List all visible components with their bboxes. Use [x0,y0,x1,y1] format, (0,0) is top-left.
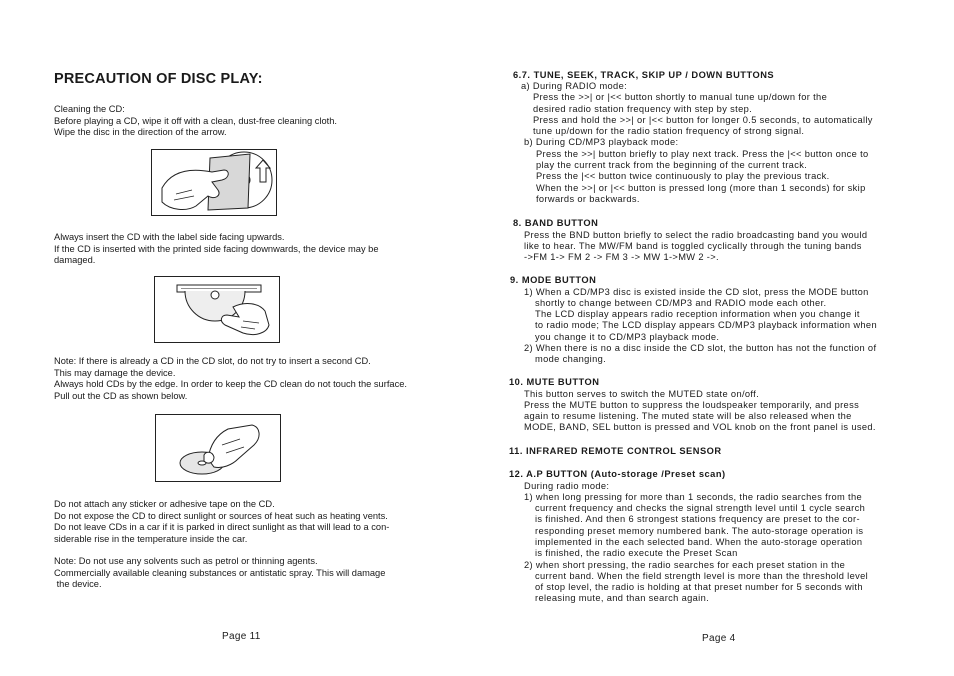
text-line: Do not leave CDs in a car if it is parked in direct sunlight as that will lead to a con- [54,522,390,532]
text-line: Press the BND button briefly to select the radio broadcasting band you would [524,229,868,240]
hold-disc-illustration [155,414,281,482]
text-line: again to resume listening. The muted state will be also released when the [524,411,852,422]
page-title: PRECAUTION OF DISC PLAY: [54,71,263,87]
warning-paragraph [54,499,389,545]
page-number-left: Page 11 [222,631,261,642]
text-line: Note: If there is already a CD in the CD slot, do not try to insert a second CD. [54,356,371,366]
text-line: ->FM 1-> FM 2 -> FM 3 -> MW 1->MW 2 ->. [524,252,719,263]
text-line: like to hear. The MW/FM band is toggled cyclically through the tuning bands [524,240,862,251]
text-line: Press and hold the >>| or |<< button for longer 0.5 seconds, to automatically [533,114,873,125]
sub-label: b) During CD/MP3 playback mode: [524,137,679,148]
text-line: siderable rise in the temperature inside the car. [54,533,248,544]
section-8 [513,218,867,263]
text-line: of stop level, the radio is holding at that preset number for 5 seconds with [535,582,863,593]
text-line: the device. [54,579,102,589]
page-number-right: Page 4 [702,633,736,644]
section-heading: 9. MODE BUTTON [510,275,597,285]
text-line: Cleaning the CD: [54,104,125,114]
text-line: current frequency and checks the signal strength level until 1 cycle search [535,503,866,514]
section-10 [509,377,876,434]
text-line: Before playing a CD, wipe it off with a clean, dust-free cleaning cloth. [54,115,338,126]
text-line: implemented in the each selected band. When the auto-storage operation [535,536,863,547]
insert-paragraph [54,232,379,267]
text-line: responding preset memory numbered bank. The auto-storage operation is [535,525,864,536]
text-line: is finished. And then 6 strongest stations frequency are preset to the cor- [535,514,860,525]
text-line: MODE, BAND, SEL button is pressed and VOL knob on the front panel is used. [524,422,876,433]
text-line: forwards or backwards. [536,193,640,204]
text-line: If the CD is inserted with the printed side facing downwards, the device may be [54,243,379,254]
text-line: Press the >>| or |<< button shortly to manual tune up/down for the [533,92,828,103]
text-line: When the >>| or |<< button is pressed long (more than 1 seconds) for skip [536,182,866,193]
text-line: Always hold CDs by the edge. In order to keep the CD clean do not touch the surface. [54,379,407,389]
text-line: shortly to change between CD/MP3 and RADIO mode each other. [535,297,827,308]
text-line: Note: Do not use any solvents such as petrol or thinning agents. [54,556,318,566]
text-line: damaged. [54,255,96,265]
text-line: Press the |<< button twice continuously to play the previous track. [536,171,830,182]
section-heading: 12. A.P BUTTON (Auto-storage /Preset scan) [509,469,726,479]
text-line: Do not attach any sticker or adhesive tape on the CD. [54,499,275,509]
text-line: The LCD display appears radio reception information when you change it [535,309,860,320]
section-heading: 8. BAND BUTTON [513,218,599,228]
section-heading: 10. MUTE BUTTON [509,377,600,387]
section-heading: 6.7. TUNE, SEEK, TRACK, SKIP UP / DOWN BUTTONS [513,70,775,80]
text-line: to radio mode; The LCD display appears CD/MP3 playback information when [535,320,877,331]
text-line: Always insert the CD with the label side facing upwards. [54,232,285,242]
text-line: is finished, the radio execute the Preset Scan [535,548,738,559]
wipe-disc-illustration [151,149,277,216]
text-line: Do not expose the CD to direct sunlight or sources of heat such as heating vents. [54,510,388,521]
text-line: mode changing. [535,354,607,365]
solvent-paragraph [54,556,385,591]
text-line: play the current track from the beginning of the current track. [536,160,808,171]
text-line: This may damage the device. [54,367,176,378]
text-line: Press the >>| button briefly to play next track. Press the |<< button once to [536,148,869,159]
text-line: Wipe the disc in the direction of the arrow. [54,127,227,137]
sub-label: a) During RADIO mode: [521,81,628,91]
text-line: 1) when long pressing for more than 1 seconds, the radio searches from the [524,491,863,502]
insert-disc-illustration [154,276,280,343]
text-line: tune up/down for the radio station frequency of strong signal. [533,126,805,137]
text-line: This button serves to switch the MUTED state on/off. [524,388,760,399]
text-line: 1) When a CD/MP3 disc is existed inside the CD slot, press the MODE button [524,286,869,297]
text-line: 2) when short pressing, the radio searches for each preset station in the [524,559,846,570]
text-line: Pull out the CD as shown below. [54,390,188,401]
section-12 [509,469,868,605]
text-line: Commercially available cleaning substances or antistatic spray. This will damage [54,567,386,578]
text-line: you change it to CD/MP3 playback mode. [535,331,720,342]
text-line: current band. When the field strength level is more than the threshold level [535,570,869,581]
text-line: releasing mute, and than search again. [535,593,710,604]
text-line: During radio mode: [524,480,610,491]
section-9 [510,275,877,366]
text-line: Press the MUTE button to suppress the loudspeaker temporarily, and press [524,399,860,410]
text-line: 2) When there is no a disc inside the CD slot, the button has not the function of [524,342,877,353]
section-6-7 [513,69,873,205]
note-paragraph [54,356,407,402]
text-line: desired radio station frequency with step by step. [533,103,753,114]
cleaning-paragraph [54,104,337,139]
section-11-heading: 11. INFRARED REMOTE CONTROL SENSOR [509,446,722,456]
